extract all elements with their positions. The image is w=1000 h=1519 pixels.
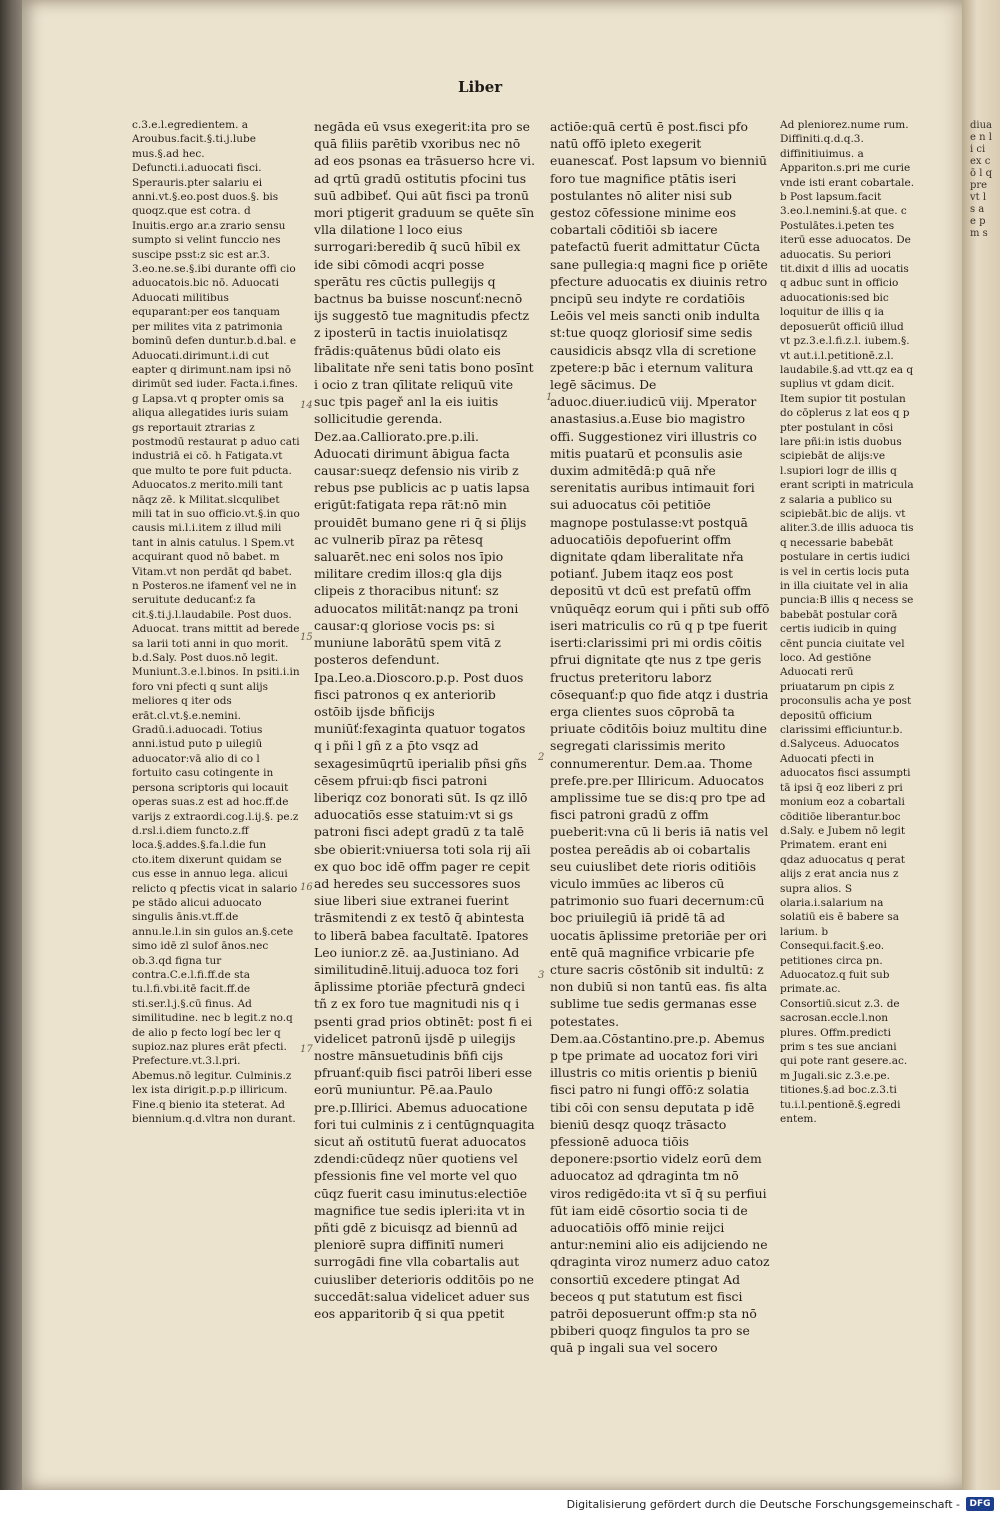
book-spine (0, 0, 22, 1519)
main-text-column-left (314, 118, 536, 1322)
funding-credit: Digitalisierung gefördert durch die Deutsche Forschungsgemeinschaft - (566, 1498, 960, 1511)
next-page-text: diuae n li ci ex cō l q pre vt l s a e p m s (970, 120, 993, 239)
main-text-column-right (550, 118, 772, 1356)
next-page-edge (962, 0, 1000, 1490)
running-head: Liber (458, 78, 503, 96)
margin-note-3: 3 (538, 970, 545, 981)
dfg-logo-icon: DFG (966, 1497, 994, 1511)
margin-note-2: 2 (538, 752, 545, 763)
footer-bar (0, 1490, 1000, 1519)
gloss-text-right: Ad pleniorez.nume rum. Diffiniti.q.d.q.3. diffinitiuimus. a Appariton.s.pri me curie vnde isti erant cobartale. b Post lapsum.facit 3.eo.l.nemini.§.at que. c Postulātes.i.peten tes iterū esse aduocatos. De aduocatis. Su periori tit.dixit d illis ad uocatis q adbuc sunt in officio aduocationis:sed bic loquitur de illis q ia deposuerūt officiū illud vt pz.3.e.l.fi.z.l. iubem.§. vt aut.i.l.petitionē.z.l. laudabile.§.ad vtt.qz ea q suplius vt gdam dicit. Item supior tit postulan do cōplerus z lat eos q p pter postulant in cōsi lare pñi:in istis duobus scipiebāt de alijs:ve l.supiori logr de illis q erant scripti in matricula z salaria a publico su scipiebāt.bic de alijs. vt aliter.3.de illis aduoca tis q necessarie babebāt postulare in certis iudici is vel in certis locis puta in illa ciuitate vel in alia puncia:B illis q necess se babebāt postular corā certis iudicib in quing cēnt puncia ciuitate vel loco. Ad gestiōne Aduocati rerū priuatarum pn cipis z proconsulis acha ye post depositū officium clarissimi efficiuntur.b. d.Salyceus. Aduocatos Aduocati pfecti in aduocatos fisci assumpti tā ipsi q̄ eoz liberi z pri monium eoz a cobartali cōditiōe liberantur.boc d.Saly. e Jubem nō legit Primatem. erant eni qdaz aduocatus q perat alijs z erat ancia nus z supra alios. S olaria.i.salarium na solatiū eis ē babere sa larium. b Consequi.facit.§.eo. petitiones circa pn. Aduocatoz.q fuit sub primate.ac. Consortiū.sicut z.3. de sacrosan.eccle.l.non plures. Offm.predicti prim s tes sue anciani qui pote rant gesere.ac. m Jugali.sic z.3.e.pe. titiones.§.ad boc.z.3.ti tu.i.l.pentionē.§.egredi entem. (780, 119, 915, 1126)
gloss-column-right (780, 118, 915, 1178)
margin-note-16: 16 (300, 882, 313, 893)
margin-note-15: 15 (300, 632, 313, 643)
main-text-left: negāda eū vsus exegerit:ita pro se quā filiis parētib vxoribus nec nō ad eos psonas ea trāsuerso hcre vi. ad qrtū gradū ostitutis pfocini tus suū adbibeť. Qui aūt fisci pa tronū mori ptigerit graduum se quēte sīn vlla dilatione l loco eius surrogari:beredib q̄ sucū hībil ex ide sibi cōmodi acqri posse sperātu res cūctis pullegijs q bactnus ba buisse noscunť:necnō ijs suggestō tue magnitudis pfectz z iposterū in tactis inuiolatisqz frādis:quātenus būdi olato eis libalitate nře seni tatis bono posīnt i ocio z tran qīlitate reliquū vite suc tpis pageř anl la eis iuitis sollicitudie gerenda. Dez.aa.Calliorato.pre.p.ili. Aduocati dirimunt ābigua facta causar:sueqz defensio nis virib z rebus pse publicis ac p uatis lapsa erigūt:fatigata repa rāt:nō min prouidēt bumano gene ri q̄ si p̄lijs ac vulnerib pīraz pa rētesq saluarēt.nec eni solos nos īpio militare credim illos:q gla dijs clipeis z thoracibus nitunť: sz aduocatos militāt:nanqz pa troni causar:q gloriose vocis ps: si muniune laborātū spem vitā z posteros defendunt. Ipa.Leo.a.Dioscoro.p.p. Post duos fisci patronos q ex anteriorib ostōib ijsde bñficijs muniūť:fexaginta quatuor togatos q i pñi l gñ z a p̄to vsqz ad sexagesimūqrtū iperialib pñsi gñs cēsem pfrui:qb fisci patroni liberiqz coz bonorati sūt. Is qz illō aduocatiōs esse statuim:vt si gs patroni fisci adept gradū z ta talē sbe obierit:vniuersa toti sola rij aīi ex quo boc idē offm pager re cepit ad heredes seu successores suos siue liberi siue extranei fuerint trāsmitendi z ex testō q̄ abintesta to liberā babea facultatē. Ipatores Leo iunior.z zē. aa.Justiniano. Ad similitudinē.lituij.aduoca toz fori āplissime ptoriāe pfecturā gndeci tñ z ex foro tue magnitudi nis q i psenti grad prios obtinēt: post fi ei videlicet patronū ijsdē p uilegijs nostre mānsuetudinis bñfi cijs pfruanť:quib fisci patrōi liberi esse eorū muniuntur. Pē.aa.Paulo pre.p.Illirici. Abemus aduocatione fori tui culminis z i centūgnquagita sicut aň ostitutū fuerat aduocatos zdendi:cūdeqz nūer quotiens vel pfessionis fine vel morte vel quo cūqz fuerit casu iminutus:electiōe magnifice tue sedis ipleri:ita vt in pñti gdē z bicuisqz ad biennū ad pleniorē supra diffinitī numeri surrogādi fine vlla cobartalis aut cuiusliber deterioris odditōis po ne succedāt:salua videlicet aduer sus eos apparitorib q̄ si qua ppetit (314, 119, 536, 1322)
gloss-text-left: c.3.e.l.egredientem. a Aroubus.facit.§.ti.j.lube mus.§.ad hec. Defuncti.i.aduocati fisci. Sperauris.pter salariu ei anni.vt.§.eo.post duos.§. bis quoqz.que est cotra. d Inuitis.ergo ar.a zrario sensu sumpto si velint funccio nes suscipe psst:z sic est ar.3. 3.eo.ne.se.§.ibi durante offi cio aduocatois.bic nō. Aduocati Aduocati militibus equparant:per eos tanquam per milites vita z patrimonia bominū defen duntur.b.d.bal. e Aduocati.dirimunt.i.di cut eapter q dirimunt.nam ipsi nō dirimūt sed iuder. Facta.i.fines. g Lapsa.vt q propter omis sa aliqua allegatides iuris suiam gs reportauit ztrarias z postmodū restaurat p aduo cati industriā ei cō. h Fatigata.vt que multo te pore fuit pducta. Aduocatos.z merito.mili tant nāqz zē. k Militat.slcqulibet mili tat in suo officio.vt.§.in quo causis mi.l.i.item z illud mili tant in alnis catulus. l Spem.vt acquirant quod nō babet. m Vitam.vt non perdāt qd babet. n Posteros.ne ifamenť vel ne in seruitute deducanť:z fa cit.§.ti.j.l.laudabile. Post duos. Aduocat. trans mittit ad berede sa larii toti anni in quo morit. b.d.Saly. Post duos.nō legit. Muniunt.3.e.l.binos. In psiti.i.in foro vni pfecti q sunt alijs meliores q iter ods erāt.cl.vt.§.e.nemini. Gradū.i.aduocadi. Totius anni.istud puto p uilegiū aduocator:vā alio di co l fortuito casu cotingente in persona scriptoris qui locauit operas suas.z est ad hoc.ff.de varijs z extraordi.cog.l.ij.§. pe.z d.rsl.i.diem functo.z.ff loca.§.addes.§.fa.l.die fun cto.item dixerunt quidam se cus esse in annuo lega. alicui relicto q pfectis vicat in salario pe stādo alicui aduocato singulis ānis.vt.ff.de annu.le.l.in sin gulos an.§.cete simo idē zl sulof ānos.nec ob.3.qd figna tur contra.C.e.l.fi.ff.de sta tu.l.fi.vbi.itē facit.ff.de sti.ser.l.j.§.cū finus. Ad similitudine. nec b legit.z no.q de alio p fecto logí bec ler q supioz.naz plures erāt pfecti. Prefecture.vt.3.l.pri. Abemus.nō legitur. Culminis.z lex ista dirigit.p.p.p illiricum. Fine.q bienio ita steterat. Ad biennium.q.d.vltra non durant. (132, 119, 300, 1126)
margin-note-17: 17 (300, 1044, 313, 1055)
margin-note-1: 1 (546, 392, 553, 403)
margin-note-14: 14 (300, 400, 313, 411)
main-text-right: actiōe:quā certū ē post.fisci pfo natū offō ipleto exegerit euanescať. Post lapsum vo bienniū foro tue magnifice ptātis iseri postulantes nō aliter nisi sub gestoz cōfessione minime eos cobartali cōditiōi sb iacere patefactū fuerit admittatur Cūcta sane pullegia:q magni fice p oriēte pfecture aduocatis ex diuinis retro pncipū seu indyte re cordatiōis Leōis vel meis sancti onib indulta st:tue quoqz gloriosif sime sedis causidicis absqz vlla di scretione zpetere:p bāc i eternum valitura legē sācimus. De aduoc.diuer.iudicū viij. Mperator anastasius.a.Euse bio magistro offi. Suggestionez viri illustris co mitis puatarū et pconsulis asie duxim admitēdā:p quā nře serenitatis auribus intimauit fori sui aduocatus cōi petitiōe magnope postulasse:vt postquā aduocatiōis depofuerint offm dignitate qdam liberalitate nřa potianť. Jubem itaqz eos post depositū vt dcū est prefatū offm vnūquēqz eorum qui i pñti sub offō iseri matriculis co rū q p tpe fuerit iserti:clarissimi pri mi ordis cōitis pfrui dignitate qte nus z tpe geris fructus preteritoru laborz cōsequanť:p quo fide atqz i dustria erga clientes suos cōprobā ta priuate cōditōis boiuz multitu dine segregati clarissimis merito connumerentur. Dem.aa. Thome prefe.pre.per Illiricum. Aduocatos amplissime tue se dis:q pro tpe ad fisci patroni gradū z offm pueberit:vna cū li beris iā natis vel postea pereādis ab oi cobartalis seu cuiuslibet dete rioris oditiōis viculo immūes ac liberos cū patrimonio suo fuari decernum:cū boc priuilegiū iā pridē tā ad uocatis āplissime pretoriāe per ori entē quā magnifice vrbicarie pfe cture sacris cōstōnib sit indultū: z non dubiū si non tantū eas. fis alta sublime tue sedis germanas esse potestates. Dem.aa.Cōstantino.pre.p. Abemus p tpe primate ad uocatoz fori viri illustris co mitis orientis p bieniū fisci patro ni fungi offō:z solatia tibi cōi con sensu deputata p idē bieniū desqz quoqz trāsacto pfessionē aduoca tiōis deponere:psortio videlz eorū dem aduocatoz ad qdraginta tm nō viros redigēdo:ita vt sī q̄ su perfiui fūt iam eidē cōsortio socia ti de aduocatiōis offō minie reijci antur:nemini alio eis adijciendo ne qdraginta viroz numerz aduo catoz consortiū excedere ptingat Ad beceos q put statutum est fisci patrōi deposuerunt offm:p sta nō pbiberi quoqz fingulos ta pro se quā p ingali sua vel socero (550, 119, 770, 1356)
gloss-column-left (132, 118, 300, 1218)
